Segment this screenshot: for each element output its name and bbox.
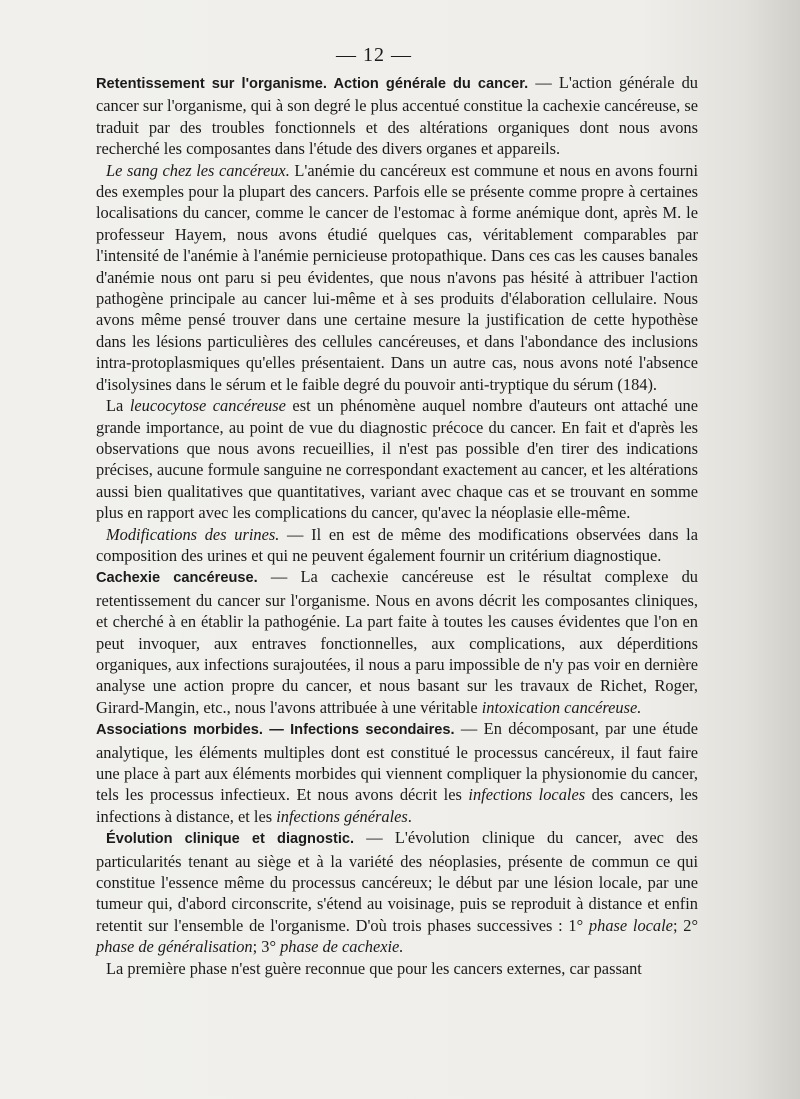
paragraph-text: La première phase n'est guère reconnue que pour les cancers externes, car passant	[106, 958, 642, 978]
italic-text: Le sang chez les cancéreux.	[106, 160, 290, 180]
paragraph-p3	[96, 395, 698, 523]
paragraph-p6	[96, 718, 698, 827]
italic-text: phase locale	[588, 915, 673, 935]
page-number: — 12 —	[336, 44, 412, 66]
paragraph-text: est un phénomène auquel nombre d'auteurs ont attaché une grande importance, au point de vue du diagnostic précoce du cancer. En fait et d'après les observations que nous avons recueillies, il n'est pas possible d'en tirer des indications précises, aucune formule sanguine ne correspondant exactement au cancer, et les altérations aussi bien qualitatives que quantitatives, variant avec chaque cas et se trouvant en somme plus en rapport avec les complications du cancer, qu'avec la néoplasie elle-même.	[96, 396, 699, 523]
body-text	[96, 72, 698, 979]
paragraph-text: — L'action générale du cancer sur l'organisme, qui à son degré le plus accentué constitue la cachexie cancéreuse, se traduit par des troubles fonctionnels et des altérations organiques dont nous avons recherché les composantes dans l'étude des divers organes et appareils.	[96, 73, 698, 159]
paragraph-text: — L'évolution clinique du cancer, avec des particularités tenant au siège et à la variété des néoplasies, présente de commun ce qui constitue l'essence même du processus cancéreux; le début par une lésion locale, par une tumeur qui, d'abord circonscrite, s'étend au voisinage, puis se reproduit à distance et enfin retentit sur l'ensemble de l'organisme. D'où trois phases successives : 1°	[96, 828, 698, 935]
section-heading: Retentissement sur l'organisme. Action générale du cancer.	[96, 76, 529, 92]
italic-text: infections locales	[468, 785, 586, 805]
paragraph-p5	[96, 566, 698, 718]
paragraph-text: des cancers, les infections à distance, et les	[96, 785, 698, 826]
paragraph-text: ; 2°	[672, 915, 698, 935]
italic-text: Modifications des urines.	[106, 524, 280, 544]
paragraph-text: — La cachexie cancéreuse est le résultat complexe du retentissement du cancer sur l'organisme. Nous en avons décrit les composantes cliniques, et cherché à en établir la pathogénie. La part faite à toutes les causes évidentes que l'on en peut invoquer, aux entraves fonctionnelles, aux complications, aux déperditions organiques, aux infections surajoutées, il nous a paru impossible de n'y pas voir en dernière analyse une action propre du cancer, et nous basant sur les travaux de Richet, Roger, Girard-Mangin, etc., nous l'avons attribuée à une véritable	[96, 567, 698, 717]
paragraph-text: L'anémie du cancéreux est commune et nous en avons fourni des exemples pour la plupart des cancers. Parfois elle se présente comme propre à certaines localisations du cancer, comme le cancer de l'estomac à forme anémique dont, après M. le professeur Hayem, nous avons étudié quelques cas, véritablement comparables par l'intensité de l'anémie à l'anémie pernicieuse protopathique. Dans ces cas les causes banales d'anémie nous ont paru si peu évidentes, que nous n'avons pas hésité à attribuer l'action pathogène principale au cancer lui-même et à ses produits d'élaboration cellulaire. Nous avons même pensé trouver dans une certaine mesure la justification de cette hypothèse dans les lésions particulières des cellules cancéreuses, et dans l'abondance des inclusions intra-protoplasmiques qu'elles présentaient. Dans un autre cas, nous avons noté l'absence d'isolysines dans le sérum et le faible degré du pouvoir anti-tryptique du sérum (184).	[96, 160, 698, 394]
paragraph-text: — Il en est de même des modifications observées dans la composition des urines et qui ne peuvent également fournir un critérium diagnostique.	[96, 524, 699, 565]
paragraph-p2	[96, 160, 698, 395]
paragraph-p7	[96, 827, 698, 957]
paragraph-text: — En décomposant, par une étude analytique, les éléments multiples dont est constitué le processus cancéreux, il faut faire une place à part aux éléments morbides qui viennent compliquer la physionomie du cancer, tels les processus infectieux. Et nous avons décrit les	[96, 719, 698, 805]
section-heading: Associations morbides. — Infections secondaires.	[96, 722, 455, 739]
section-heading: Cachexie cancéreuse.	[96, 570, 258, 587]
paragraph-text: La	[106, 396, 130, 416]
paragraph-p4	[96, 524, 698, 567]
paragraph-text: .	[407, 806, 412, 826]
paragraph-text: ; 3°	[252, 937, 281, 957]
italic-text: phase de généralisation	[96, 937, 253, 957]
section-heading: Évolution clinique et diagnostic.	[106, 831, 355, 848]
italic-text: intoxication cancéreuse.	[481, 697, 642, 717]
paragraph-p1	[96, 72, 698, 160]
italic-text: infections générales	[276, 806, 408, 826]
italic-text: phase de cachexie.	[280, 937, 404, 957]
paragraph-p8	[96, 958, 698, 979]
italic-text: leucocytose cancéreuse	[129, 396, 286, 416]
